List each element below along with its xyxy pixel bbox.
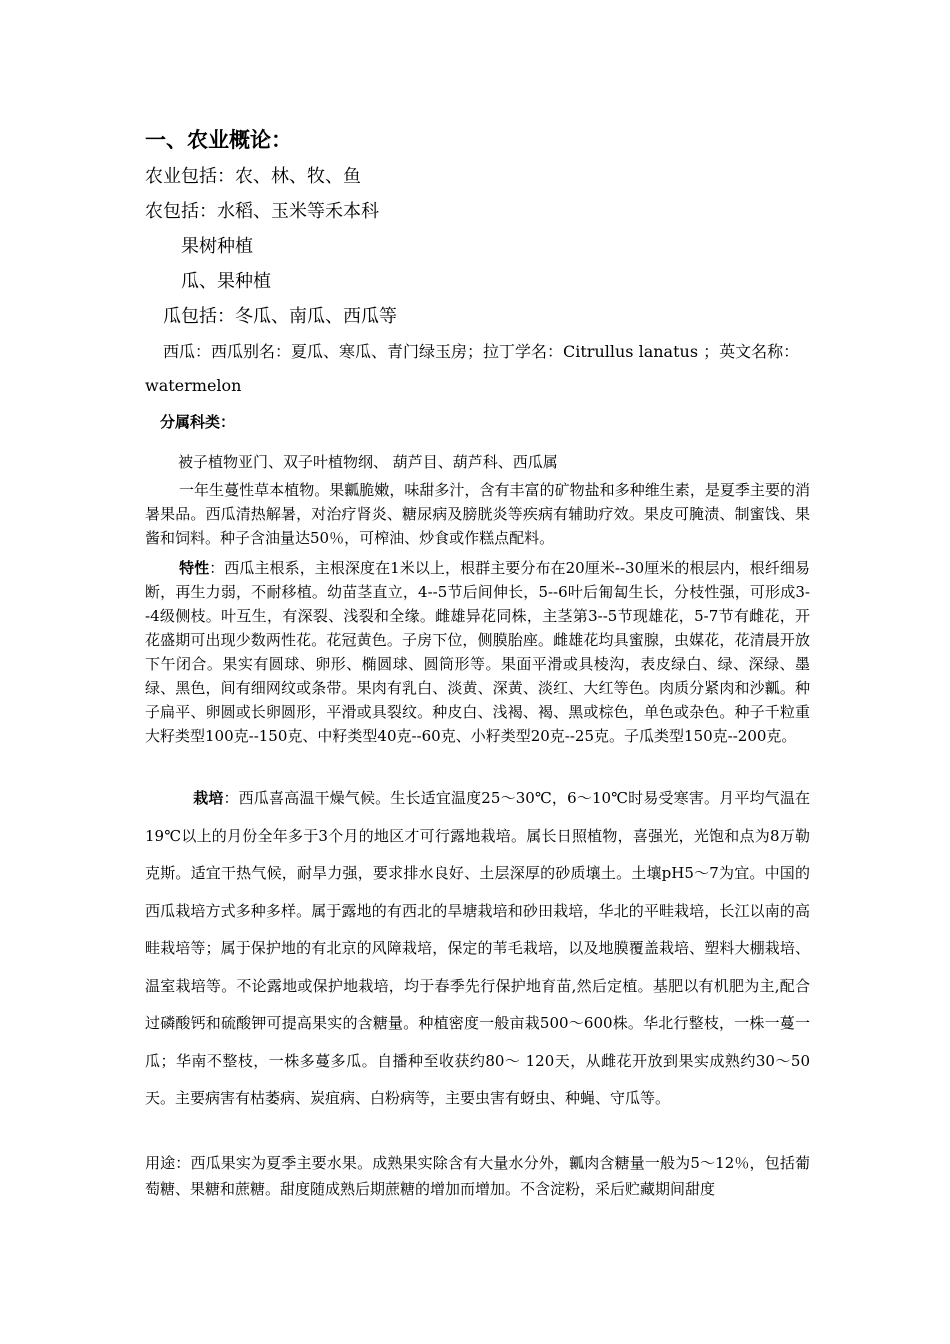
uses-text: ：西瓜果实为夏季主要水果。成熟果实除含有大量水分外，瓤肉含糖量一般为5～12％，包括葡萄糖、果糖和蔗糖。甜度随成熟后期蔗糖的增加而增加。不含淀粉，采后贮藏期间甜度 [145, 1154, 810, 1198]
uses-paragraph [145, 1150, 810, 1202]
cultivation-text: ：西瓜喜高温干燥气候。生长适宜温度25～30℃，6～10℃时易受寒害。月平均气温在19℃以上的月份全年多于3个月的地区才可行露地栽培。属长日照植物，喜强光，光饱和点为8万勒克斯。适宜干热气候，耐旱力强，要求排水良好、土层深厚的砂质壤土。土壤pH5～7为宜。中国的西瓜栽培方式多种多样。属于露地的有西北的旱塘栽培和砂田栽培，华北的平畦栽培，长江以南的高畦栽培等；属于保护地的有北京的风障栽培，保定的苇毛栽培，以及地膜覆盖栽培、塑料大棚栽培、温室栽培等。不论露地或保护地栽培，均于春季先行保护地育苗,然后定植。基肥以有机肥为主,配合过磷酸钙和硫酸钾可提高果实的含糖量。种植密度一般亩栽500～600株。华北行整枝，一株一蔓一瓜；华南不整枝，一株多蔓多瓜。自播种至收获约80～ 120天，从雌花开放到果实成熟约30～50天。主要病害有枯萎病、炭疽病、白粉病等，主要虫害有蚜虫、种蝇、守瓜等。 [145, 789, 810, 1107]
traits-paragraph [145, 556, 810, 748]
cultivation-paragraph [145, 780, 810, 1118]
gua-includes-line: 瓜包括：冬瓜、南瓜、西瓜等 [163, 306, 397, 327]
classification-label: 分属科类： [160, 413, 236, 431]
watermelon-names-line: 西瓜：西瓜别名：夏瓜、寒瓜、青门绿玉房；拉丁学名：Citrullus lanatus ；英文名称： [163, 342, 800, 361]
melon-fruit-line: 瓜、果种植 [181, 271, 271, 292]
cultivation-label: 栽培 [193, 789, 224, 807]
agri-includes-line: 农业包括：农、林、牧、鱼 [145, 166, 361, 187]
section-heading: 一、农业概论： [145, 128, 292, 152]
fruit-trees-line: 果树种植 [181, 236, 253, 257]
classification-text: 被子植物亚门、双子叶植物纲、 葫芦目、葫芦科、西瓜属 [178, 453, 558, 471]
nong-includes-line: 农包括：水稻、玉米等禾本科 [145, 201, 379, 222]
watermelon-english-line: watermelon [145, 376, 242, 395]
uses-label: 用途 [145, 1154, 176, 1172]
traits-label: 特性 [179, 559, 210, 577]
traits-text: ：西瓜主根系，主根深度在1米以上，根群主要分布在20厘米--30厘米的根层内，根纤细易断，再生力弱，不耐移植。幼苗茎直立，4--5节后间伸长，5--6叶后匍匐生长，分枝性强，可形成3--4级侧枝。叶互生，有深裂、浅裂和全缘。雌雄异花同株，主茎第3--5节现雄花，5-7节有雌花，开花盛期可出现少数两性花。花冠黄色。子房下位，侧膜胎座。雌雄花均具蜜腺，虫媒花，花清晨开放下午闭合。果实有圆球、卵形、椭圆球、圆筒形等。果面平滑或具棱沟，表皮绿白、绿、深绿、墨绿、黑色，间有细网纹或条带。果肉有乳白、淡黄、深黄、淡红、大红等色。肉质分紧肉和沙瓤。种子扁平、卵圆或长卵圆形，平滑或具裂纹。种皮白、浅褐、褐、黑或棕色，单色或杂色。种子千粒重大籽类型100克--150克、中籽类型40克--60克、小籽类型20克--25克。子瓜类型150克--200克。 [145, 559, 810, 745]
intro-paragraph: 一年生蔓性草本植物。果瓤脆嫩，味甜多汁，含有丰富的矿物盐和多种维生素，是夏季主要的消暑果品。西瓜清热解暑，对治疗肾炎、糖尿病及膀胱炎等疾病有辅助疗效。果皮可腌渍、制蜜饯、果酱和饲料。种子含油量达50％，可榨油、炒食或作糕点配料。 [145, 481, 810, 547]
